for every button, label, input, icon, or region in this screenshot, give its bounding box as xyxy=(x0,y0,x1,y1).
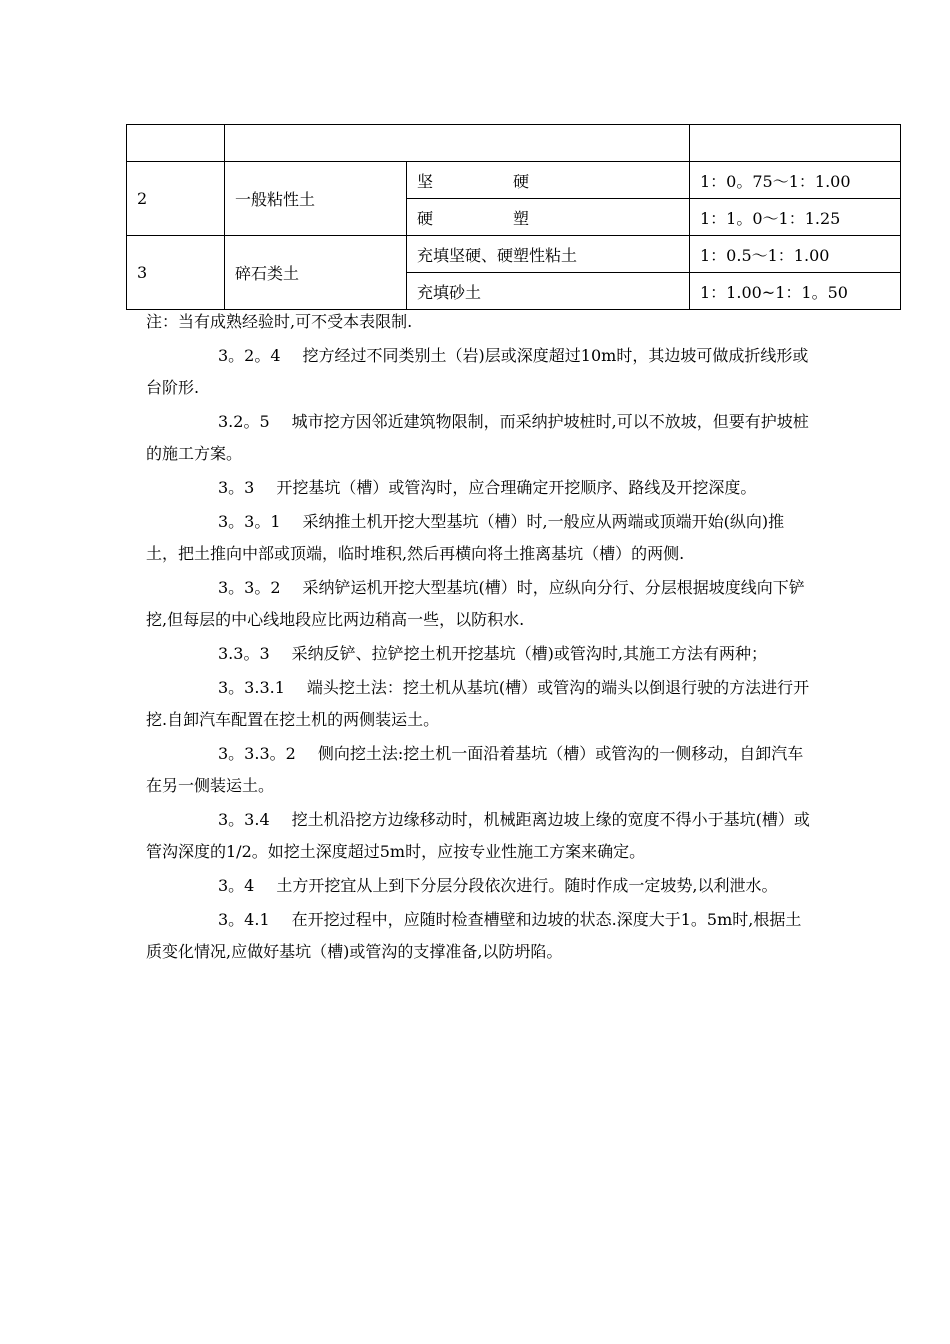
slope-ratio: 1：0。75～1：1.00 xyxy=(690,162,901,199)
soil-type: 一般粘性土 xyxy=(225,162,407,236)
paragraph xyxy=(146,738,816,802)
clause-number: 3.3。3 xyxy=(218,644,270,663)
clause-number: 3。3。2 xyxy=(218,578,281,597)
table-row-blank xyxy=(127,125,901,162)
table-note: 注：当有成熟经验时,可不受本表限制. xyxy=(146,312,413,331)
soil-state: 坚 硬 xyxy=(407,162,690,199)
table-row xyxy=(127,162,901,199)
clause-number: 3。3.4 xyxy=(218,810,270,829)
clause-text: 端头挖土法：挖土机从基坑(槽）或管沟的端头以倒退行驶的方法进行开挖.自卸汽车配置在挖土机的两侧装运土。 xyxy=(146,678,810,729)
paragraph xyxy=(146,904,816,968)
clause-text: 城市挖方因邻近建筑物限制，而采纳护坡桩时,可以不放坡，但要有护坡桩的施工方案。 xyxy=(146,412,809,463)
table-cell xyxy=(690,125,901,162)
clause-number: 3。4 xyxy=(218,876,255,895)
clause-text: 采纳反铲、拉铲挖土机开挖基坑（槽)或管沟时,其施工方法有两种； xyxy=(291,644,767,663)
clause-text: 挖土机沿挖方边缘移动时，机械距离边坡上缘的宽度不得小于基坑(槽）或管沟深度的1/2。如挖土深度超过5m时，应按专业性施工方案来确定。 xyxy=(146,810,810,861)
soil-state: 充填坚硬、硬塑性粘土 xyxy=(407,236,690,273)
clause-text: 采纳推土机开挖大型基坑（槽）时,一般应从两端或顶端开始(纵向)推土，把土推向中部或顶端，临时堆积,然后再横向将土推离基坑（槽）的两侧. xyxy=(146,512,785,563)
slope-ratio-table xyxy=(126,124,901,310)
clause-text: 挖方经过不同类别土（岩)层或深度超过10m时，其边坡可做成折线形或台阶形. xyxy=(146,346,809,397)
clause-number: 3。3 xyxy=(218,478,255,497)
clause-text: 开挖基坑（槽）或管沟时，应合理确定开挖顺序、路线及开挖深度。 xyxy=(276,478,757,497)
body-text xyxy=(146,340,816,970)
clause-number: 3。3。1 xyxy=(218,512,281,531)
clause-number: 3。4.1 xyxy=(218,910,270,929)
table-cell xyxy=(127,125,225,162)
table-row xyxy=(127,236,901,273)
slope-ratio: 1：1.00~1：1。50 xyxy=(690,273,901,310)
paragraph xyxy=(146,870,816,902)
paragraph xyxy=(146,406,816,470)
slope-ratio: 1：0.5～1：1.00 xyxy=(690,236,901,273)
paragraph xyxy=(146,672,816,736)
table-cell xyxy=(225,125,690,162)
row-number: 3 xyxy=(127,236,225,310)
soil-type: 碎石类土 xyxy=(225,236,407,310)
soil-state: 充填砂土 xyxy=(407,273,690,310)
clause-text: 采纳铲运机开挖大型基坑(槽）时，应纵向分行、分层根据坡度线向下铲挖,但每层的中心线地段应比两边稍高一些，以防积水. xyxy=(146,578,805,629)
clause-number: 3。2。4 xyxy=(218,346,281,365)
clause-number: 3。3.3。2 xyxy=(218,744,296,763)
clause-number: 3。3.3.1 xyxy=(218,678,285,697)
clause-number: 3.2。5 xyxy=(218,412,270,431)
row-number: 2 xyxy=(127,162,225,236)
paragraph xyxy=(146,340,816,404)
soil-state: 硬 塑 xyxy=(407,199,690,236)
clause-text: 土方开挖宜从上到下分层分段依次进行。随时作成一定坡势,以利泄水。 xyxy=(276,876,778,895)
slope-ratio: 1：1。0～1：1.25 xyxy=(690,199,901,236)
paragraph xyxy=(146,506,816,570)
paragraph xyxy=(146,572,816,636)
paragraph xyxy=(146,472,816,504)
paragraph xyxy=(146,638,816,670)
clause-text: 侧向挖土法:挖土机一面沿着基坑（槽）或管沟的一侧移动，自卸汽车在另一侧装运土。 xyxy=(146,744,804,795)
clause-text: 在开挖过程中，应随时检查槽壁和边坡的状态.深度大于1。5m时,根据土质变化情况,应做好基坑（槽)或管沟的支撑准备,以防坍陷。 xyxy=(146,910,802,961)
paragraph xyxy=(146,804,816,868)
